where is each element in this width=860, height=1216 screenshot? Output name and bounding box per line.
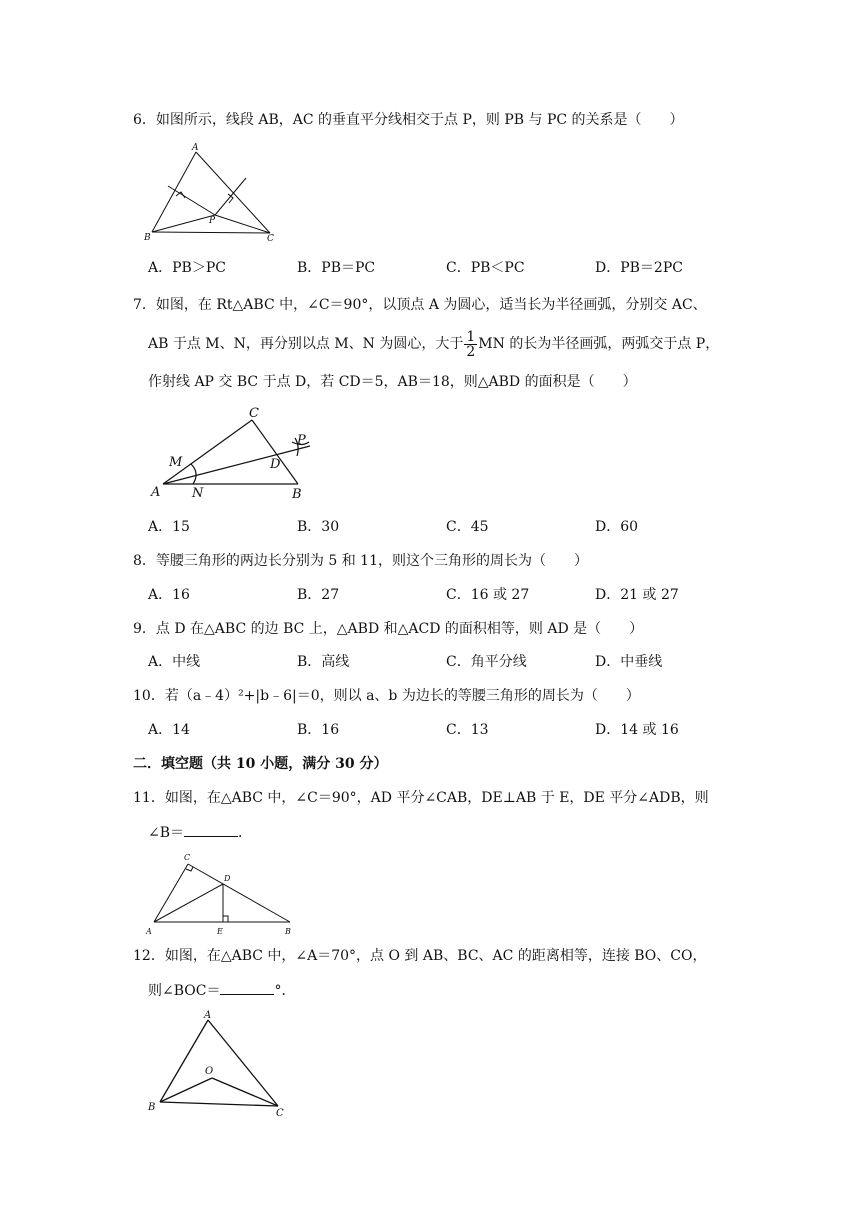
- fraction-numerator: 1: [466, 328, 476, 345]
- fig11-label-b: B: [285, 927, 291, 936]
- q10-option-d[interactable]: D．14 或 16: [595, 722, 679, 738]
- question-11-line2: [148, 822, 252, 843]
- fig6-label-b: B: [144, 233, 151, 243]
- question-12-figure: [142, 1008, 292, 1118]
- fig11-label-d: D: [224, 874, 231, 883]
- q6-option-a[interactable]: A．PB＞PC: [148, 260, 226, 276]
- fig7-label-a: A: [151, 485, 161, 500]
- question-6-text: 6．如图所示，线段 AB，AC 的垂直平分线相交于点 P，则 PB 与 PC 的关系是（ ）: [133, 112, 684, 128]
- q8-option-a[interactable]: A．16: [148, 587, 190, 603]
- fig11-label-a: A: [146, 927, 152, 936]
- question-10-text: 10．若（a﹣4）²+|b﹣6|＝0，则以 a、b 为边长的等腰三角形的周长为（ ）: [133, 688, 640, 704]
- question-11-line1: 11．如图，在△ABC 中，∠C＝90°，AD 平分∠CAB，DE⊥AB 于 E，DE 平分∠ADB，则: [133, 790, 709, 806]
- q10-option-a[interactable]: A．14: [148, 722, 190, 738]
- fig12-label-a: A: [204, 1010, 212, 1021]
- q12-line2-part-a: 则∠BOC＝: [148, 983, 221, 999]
- q7-line2-part-b: MN 的长为半径画弧，两弧交于点 P，: [478, 336, 720, 352]
- fig12-label-o: O: [205, 1066, 214, 1077]
- fig7-label-b: B: [292, 487, 302, 502]
- fig11-label-c: C: [184, 853, 191, 862]
- question-7-line2: [148, 329, 719, 359]
- fig7-label-d: D: [270, 457, 281, 472]
- q11-answer-blank[interactable]: [184, 822, 238, 837]
- q7-option-b[interactable]: B．30: [297, 519, 340, 535]
- q12-answer-blank[interactable]: [220, 980, 274, 995]
- question-8-text: 8．等腰三角形的两边长分别为 5 和 11，则这个三角形的周长为（ ）: [133, 553, 588, 569]
- fig7-label-n: N: [192, 486, 204, 501]
- q7-option-a[interactable]: A．15: [148, 519, 190, 535]
- question-7-line3: 作射线 AP 交 BC 于点 D，若 CD＝5，AB＝18，则△ABD 的面积是（ ）: [148, 374, 637, 390]
- q6-option-c[interactable]: C．PB＜PC: [446, 260, 525, 276]
- fig7-label-m: M: [169, 455, 183, 470]
- fig12-label-b: B: [148, 1102, 156, 1113]
- fig6-label-c: C: [267, 234, 274, 244]
- question-6-figure: [140, 140, 280, 245]
- q9-option-b[interactable]: B．高线: [297, 654, 350, 670]
- fig11-label-e: E: [217, 927, 223, 936]
- question-12-line2: [148, 980, 295, 1001]
- q12-line2-part-b: °．: [274, 983, 296, 999]
- q8-option-b[interactable]: B．27: [297, 587, 340, 603]
- fraction-denominator: 2: [466, 343, 476, 360]
- fig7-label-p: P: [297, 433, 306, 448]
- q10-option-b[interactable]: B．16: [297, 722, 340, 738]
- q7-line2-part-a: AB 于点 M、N，再分别以点 M、N 为圆心，大于: [148, 336, 464, 352]
- question-7-line1: 7．如图，在 Rt△ABC 中，∠C＝90°，以顶点 A 为圆心，适当长为半径画弧，分别交 AC、: [133, 297, 707, 313]
- fig12-label-c: C: [276, 1108, 284, 1119]
- section-2-title: 二．填空题（共 10 小题，满分 30 分）: [133, 756, 388, 772]
- q6-option-d[interactable]: D．PB＝2PC: [595, 260, 683, 276]
- q9-option-a[interactable]: A．中线: [148, 654, 201, 670]
- q9-option-c[interactable]: C．角平分线: [446, 654, 527, 670]
- question-12-line1: 12．如图，在△ABC 中，∠A＝70°，点 O 到 AB、BC、AC 的距离相等，连接 BO、CO，: [133, 948, 707, 964]
- q8-option-c[interactable]: C．16 或 27: [446, 587, 530, 603]
- q9-option-d[interactable]: D．中垂线: [595, 654, 663, 670]
- q6-option-b[interactable]: B．PB＝PC: [297, 260, 376, 276]
- q11-line2-part-a: ∠B＝: [148, 825, 185, 841]
- q8-option-d[interactable]: D．21 或 27: [595, 587, 679, 603]
- q11-line2-part-b: ．: [238, 825, 253, 841]
- question-7-figure: [145, 400, 325, 505]
- fig6-label-p: P: [209, 216, 216, 226]
- fig6-label-a: A: [192, 143, 199, 153]
- q7-option-d[interactable]: D．60: [595, 519, 639, 535]
- q10-option-c[interactable]: C．13: [446, 722, 489, 738]
- q7-option-c[interactable]: C．45: [446, 519, 489, 535]
- question-11-figure: [144, 848, 304, 938]
- question-9-text: 9．点 D 在△ABC 的边 BC 上，△ABD 和△ACD 的面积相等，则 AD 是（ ）: [133, 621, 644, 637]
- fig7-label-c: C: [249, 406, 259, 421]
- half-fraction: [464, 330, 477, 359]
